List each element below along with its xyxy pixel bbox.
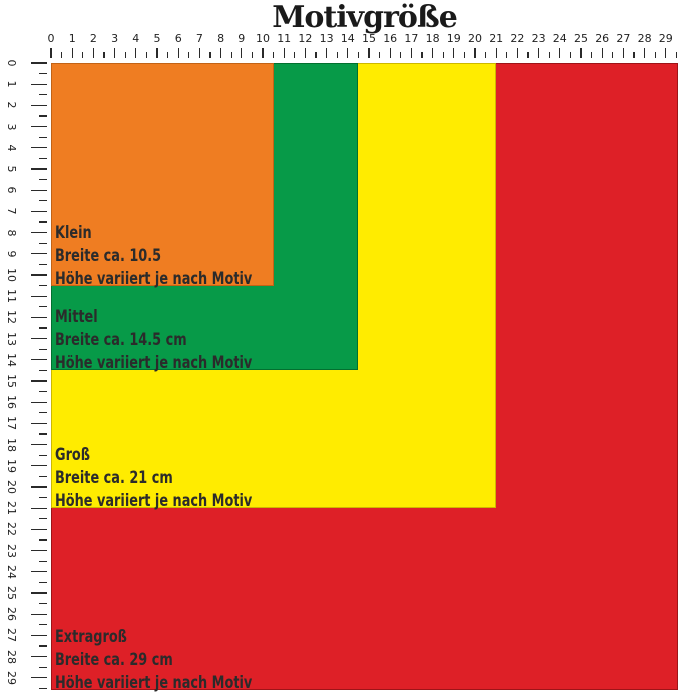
h-tick [220,48,221,58]
v-half-tick [39,179,47,180]
h-half-tick [612,52,613,58]
h-ruler-number: 16 [383,32,398,45]
v-tick [31,508,47,509]
h-ruler-number: 5 [153,32,161,45]
h-half-tick [146,52,147,58]
v-half-tick [39,455,47,456]
v-half-tick [39,137,47,138]
h-tick [50,48,51,58]
size-name: Klein [55,223,92,242]
h-tick [284,48,285,58]
v-ruler-number: 0 [5,59,18,67]
h-half-tick [231,52,232,58]
v-ruler-number: 8 [5,229,18,237]
h-tick [580,48,581,58]
v-half-tick [39,476,47,477]
size-label-extragross [55,625,252,694]
h-tick [326,48,327,58]
v-ruler-number: 12 [5,310,18,325]
h-half-tick [82,52,83,58]
v-ruler-number: 9 [5,250,18,258]
v-tick [31,190,47,191]
h-ruler-number: 21 [489,32,504,45]
h-half-tick [400,52,401,58]
v-tick [31,529,47,530]
h-ruler-number: 15 [362,32,376,45]
size-label-klein [55,221,252,290]
v-half-tick [39,391,47,392]
h-tick [411,48,412,58]
v-ruler-number: 24 [5,564,18,579]
v-ruler-number: 28 [5,649,18,664]
size-label-gross [55,443,252,512]
h-ruler-number: 8 [217,32,225,45]
h-ruler-number: 19 [446,32,461,45]
v-half-tick [39,349,47,350]
h-ruler-number: 0 [47,32,55,45]
v-half-tick [39,688,47,689]
h-half-tick [506,52,507,58]
v-ruler-number: 21 [5,501,18,516]
v-half-tick [39,412,47,413]
v-half-tick [39,73,47,74]
h-tick [347,48,348,58]
v-ruler-number: 19 [5,458,18,473]
h-half-tick [443,52,444,58]
h-tick [644,48,645,58]
v-ruler-number: 1 [5,80,18,88]
h-half-tick [294,52,295,58]
h-half-tick [549,52,550,58]
v-half-tick [39,243,47,244]
h-tick [135,48,136,58]
v-ruler-number: 22 [5,522,18,537]
h-tick [623,48,624,58]
h-ruler-number: 27 [616,32,631,45]
h-tick [517,48,518,58]
h-tick [93,48,94,58]
v-ruler-number: 11 [5,289,18,304]
v-tick [31,147,47,148]
h-half-tick [570,52,571,58]
h-ruler-number: 20 [468,32,482,45]
v-ruler-number: 3 [5,123,18,131]
v-ruler-number: 26 [5,607,18,622]
h-tick [178,48,179,58]
h-tick [262,48,263,58]
v-ruler-number: 6 [5,186,18,194]
h-ruler-number: 1 [68,32,76,45]
h-ruler-number: 10 [256,32,270,45]
v-tick [31,211,47,212]
h-ruler-number: 4 [132,32,140,45]
v-tick [31,423,47,424]
v-ruler-number: 2 [5,101,18,109]
v-half-tick [39,539,47,540]
h-tick [156,48,157,58]
v-ruler-number: 5 [5,165,18,173]
size-width-label: Breite ca. 10.5 [55,246,162,265]
h-tick [453,48,454,58]
v-half-tick [39,433,47,434]
v-ruler-number: 29 [5,670,18,685]
size-name: Mittel [55,307,98,326]
v-half-tick [39,370,47,371]
v-half-tick [39,94,47,95]
h-half-tick [379,52,380,58]
size-height-note: Höhe variiert je nach Motiv [55,269,253,288]
v-tick [31,168,47,169]
v-tick [31,677,47,678]
v-tick [31,656,47,657]
h-half-tick [527,52,528,58]
h-tick [496,48,497,58]
v-ruler-number: 16 [5,395,18,410]
h-ruler-number: 28 [637,32,652,45]
size-label-mittel [55,305,252,374]
h-half-tick [591,52,592,58]
h-tick [432,48,433,58]
h-ruler-number: 23 [531,32,546,45]
size-name: Extragroß [55,627,127,646]
v-ruler-number: 18 [5,437,18,452]
h-half-tick [655,52,656,58]
v-tick [31,571,47,572]
h-ruler-number: 7 [195,32,203,45]
v-ruler-number: 17 [5,416,18,431]
v-half-tick [39,200,47,201]
v-tick [31,253,47,254]
h-ruler-number: 6 [174,32,182,45]
h-half-tick [167,52,168,58]
size-height-note: Höhe variiert je nach Motiv [55,353,253,372]
h-ruler-number: 13 [319,32,334,45]
h-tick [241,48,242,58]
size-height-note: Höhe variiert je nach Motiv [55,673,253,692]
h-ruler-number: 18 [425,32,440,45]
v-ruler-number: 10 [5,268,18,282]
h-tick [72,48,73,58]
h-half-tick [273,52,274,58]
v-tick [31,635,47,636]
v-tick [31,359,47,360]
h-ruler-number: 25 [574,32,588,45]
h-half-tick [676,52,677,58]
v-half-tick [39,158,47,159]
h-ruler-number: 24 [552,32,567,45]
size-height-note: Höhe variiert je nach Motiv [55,491,253,510]
v-tick [31,380,47,381]
size-name: Groß [55,445,91,464]
h-ruler-number: 22 [510,32,525,45]
h-half-tick [485,52,486,58]
h-half-tick [464,52,465,58]
h-tick [114,48,115,58]
v-half-tick [39,115,47,116]
v-half-tick [39,624,47,625]
v-ruler-number: 20 [5,480,18,494]
v-half-tick [39,285,47,286]
v-half-tick [39,645,47,646]
v-ruler-number: 23 [5,543,18,558]
v-tick [31,62,47,63]
v-ruler-number: 25 [5,586,18,600]
v-ruler-number: 13 [5,331,18,346]
h-ruler-number: 14 [340,32,355,45]
v-half-tick [39,221,47,222]
h-tick [474,48,475,58]
v-half-tick [39,582,47,583]
v-ruler-number: 4 [5,144,18,152]
v-tick [31,84,47,85]
h-tick [368,48,369,58]
h-tick [390,48,391,58]
v-half-tick [39,603,47,604]
h-half-tick [337,52,338,58]
h-tick [538,48,539,58]
page-title: Motivgröße [272,0,457,35]
size-width-label: Breite ca. 29 cm [55,650,173,669]
v-ruler-number: 14 [5,352,18,367]
v-half-tick [39,306,47,307]
size-width-label: Breite ca. 21 cm [55,468,173,487]
h-ruler-number: 11 [277,32,292,45]
v-half-tick [39,667,47,668]
v-tick [31,614,47,615]
h-tick [199,48,200,58]
h-half-tick [358,52,359,58]
h-ruler-number: 29 [658,32,673,45]
v-tick [31,550,47,551]
h-ruler-number: 12 [298,32,313,45]
v-tick [31,274,47,275]
h-tick [559,48,560,58]
v-tick [31,444,47,445]
h-ruler-number: 3 [111,32,119,45]
v-half-tick [39,327,47,328]
v-tick [31,232,47,233]
v-half-tick [39,518,47,519]
v-tick [31,126,47,127]
v-tick [31,105,47,106]
v-tick [31,465,47,466]
v-half-tick [39,561,47,562]
h-tick [305,48,306,58]
v-tick [31,592,47,593]
h-ruler-number: 17 [404,32,419,45]
h-half-tick [61,52,62,58]
h-half-tick [188,52,189,58]
v-tick [31,317,47,318]
h-tick [665,48,666,58]
v-ruler-number: 27 [5,628,18,643]
h-half-tick [421,52,422,58]
h-half-tick [209,52,210,58]
v-half-tick [39,497,47,498]
v-tick [31,338,47,339]
h-half-tick [252,52,253,58]
v-ruler-number: 7 [5,207,18,215]
h-half-tick [633,52,634,58]
v-tick [31,486,47,487]
h-half-tick [103,52,104,58]
v-tick [31,402,47,403]
h-ruler-number: 26 [595,32,610,45]
h-half-tick [315,52,316,58]
h-ruler-number: 9 [238,32,246,45]
v-ruler-number: 15 [5,374,18,388]
h-ruler-number: 2 [89,32,97,45]
v-half-tick [39,264,47,265]
h-tick [602,48,603,58]
v-tick [31,296,47,297]
h-half-tick [125,52,126,58]
size-width-label: Breite ca. 14.5 cm [55,330,187,349]
